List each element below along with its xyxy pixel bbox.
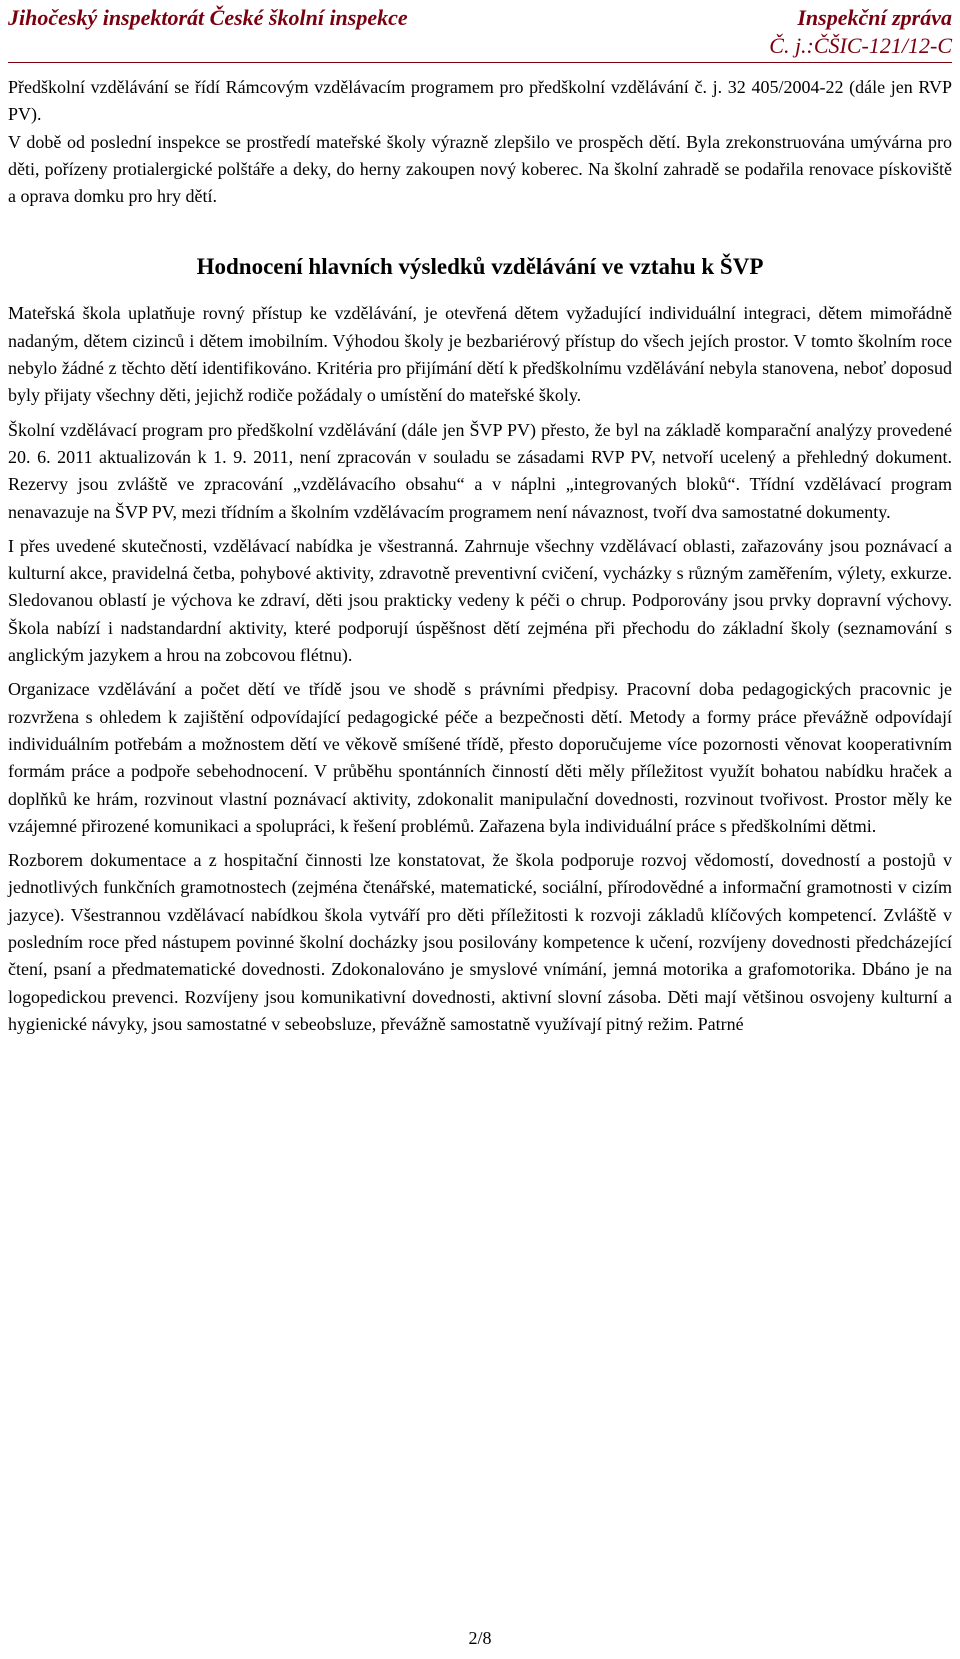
paragraph-rvp-pv: Předškolní vzdělávání se řídí Rámcovým vzdělávacím programem pro předškolní vzdělávání č. j. 32 405/2004-22 (dále jen RVP PV). — [8, 77, 952, 125]
paragraph-organization: Organizace vzdělávání a počet dětí ve třídě jsou ve shodě s právními předpisy. Pracovní doba pedagogických pracovnic je rozvržena s ohledem k zajištění odpovídající pedagogické péče a bezpečnosti dětí. Metody a formy práce převážně odpovídají individuálním potřebám a možnostem dětí ve věkově smíšené třídě, přesto doporučujeme více pozornosti věnovat kooperativním formám práce a podpoře sebehodnocení. V průběhu spontánních činností děti měly příležitost využít bohatou nabídku hraček a doplňků ke hrám, rozvinout vlastní poznávací aktivity, zdokonalit manipulační dovednosti, rozvinout tvořivost. Prostor měly ke vzájemné přirozené komunikaci a spolupráci, k řešení problémů. Zařazena byla individuální práce s předškolními dětmi. — [8, 679, 952, 836]
header-reference-number: Č. j.:ČŠIC-121/12-C — [769, 33, 952, 58]
paragraph-competences: Rozborem dokumentace a z hospitační činnosti lze konstatovat, že škola podporuje rozvoj vědomostí, dovedností a postojů v jednotlivých funkčních gramotnostech (zejména čtenářské, matematické, sociální, přírodovědné a informační gramotnosti v cizím jazyce). Všestrannou vzdělávací nabídkou škola vytváří pro děti příležitosti k rozvoji základů klíčových kompetencí. Zvláště v posledním roce před nástupem povinné školní docházky jsou posilovány kompetence k učení, rozvíjeny dovednosti předcházející čtení, psaní a předmatematické dovednosti. Zdokonalováno je smyslové vnímání, jemná motorika a grafomotorika. Dbáno je na logopedickou prevenci. Rozvíjeny jsou komunikativní dovednosti, aktivní slovní zásoba. Děti mají většinou osvojeny kulturní a hygienické návyky, jsou samostatné v sebeobsluze, převážně samostatně využívají pitný režim. Patrné — [8, 850, 952, 1034]
section-heading: Hodnocení hlavních výsledků vzdělávání ve vztahu k ŠVP — [196, 254, 764, 280]
header-organization: Jihočeský inspektorát České školní inspekce — [8, 5, 408, 30]
header-divider — [8, 62, 952, 63]
paragraph-educational-offer: I přes uvedené skutečnosti, vzdělávací nabídka je všestranná. Zahrnuje všechny vzdělávací oblasti, zařazovány jsou poznávací a kulturní akce, pravidelná četba, pohybové aktivity, zdravotně preventivní cvičení, vycházky s různým zaměřením, výlety, exkurze. Sledovanou oblastí je výchova ke zdraví, děti jsou prakticky vedeny k péči o chrup. Podporovány jsou prvky dopravní výchovy. Škola nabízí i nadstandardní aktivity, které podporují úspěšnost dětí zejména při přechodu do základní školy (seznamování s anglickým jazykem a hrou na zobcovou flétnu). — [8, 535, 952, 666]
paragraph-svp: Školní vzdělávací program pro předškolní vzdělávání (dále jen ŠVP PV) přesto, že byl na základě komparační analýzy provedené 20. 6. 2011 aktualizován k 1. 9. 2011, není zpracován v souladu se zásadami RVP PV, netvoří ucelený a přehledný dokument. Rezervy jsou zvláště ve zpracování „vzdělávacího obsahu“ a v náplni „integrovaných bloků“. Třídní vzdělávací program nenavazuje na ŠVP PV, mezi třídním a školním vzdělávacím programem není návaznost, tvoří dva samostatné dokumenty. — [8, 419, 952, 522]
paragraph-environment: V době od poslední inspekce se prostředí mateřské školy výrazně zlepšilo ve prospěch dětí. Byla zrekonstruována umývárna pro děti, pořízeny protialergické polštáře a deky, do herny zakoupen nový koberec. Na školní zahradě se podařila renovace pískoviště a oprava domku pro hry dětí. — [8, 131, 952, 207]
paragraph-equal-access: Mateřská škola uplatňuje rovný přístup ke vzdělávání, je otevřená dětem vyžadující individuální integraci, dětem mimořádně nadaným, dětem cizinců i dětem imobilním. Výhodou školy je bezbariérový přístup do všech jejích prostor. V tomto školním roce nebylo žádné z těchto dětí identifikováno. Kritéria pro přijímání dětí k předškolnímu vzdělávání nebyla stanovena, neboť doposud byly přijaty všechny děti, jejichž rodiče požádaly o umístění do mateřské školy. — [8, 303, 952, 406]
header-report-title: Inspekční zpráva — [797, 5, 952, 30]
header-report-info — [769, 4, 952, 60]
document-body — [8, 74, 952, 1045]
page-number: 2/8 — [468, 1628, 492, 1648]
page-header — [8, 4, 952, 60]
